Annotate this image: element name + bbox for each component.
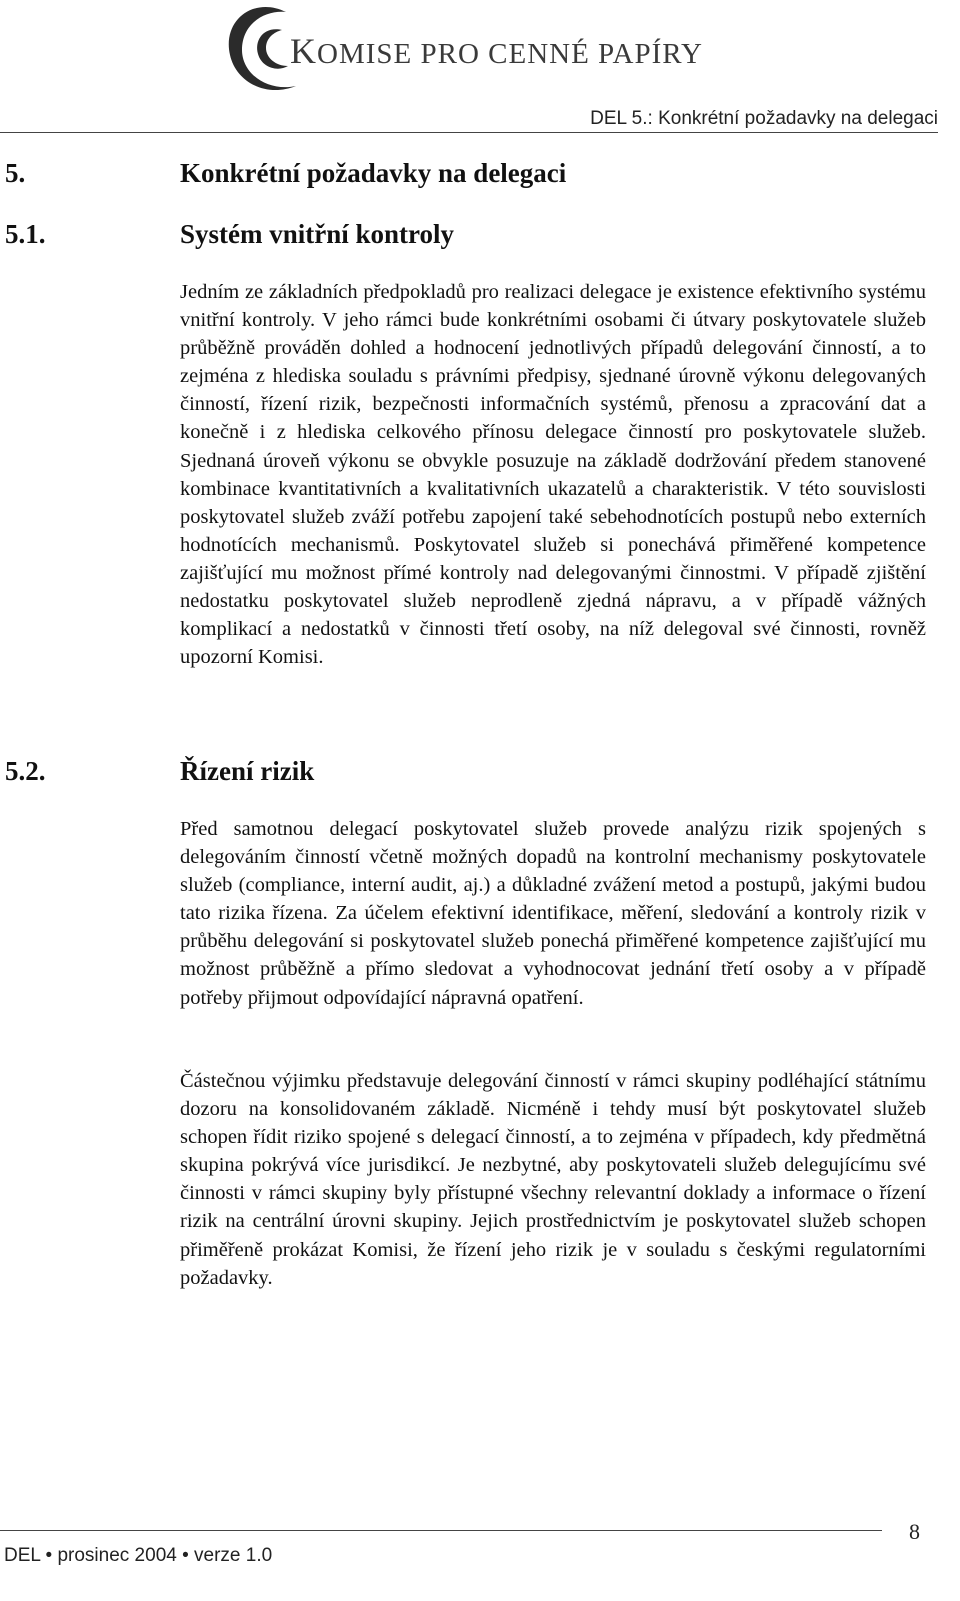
paragraph-internal-control: Jedním ze základních předpokladů pro realizaci delegace je existence efektivního systému vnitřní kontroly. V jeho rámci bude konkrétními osobami či útvary poskytovatele služeb průběžně prováděn dohled a hodnocení jednotlivých případů delegování činností, a to zejména z hlediska souladu s právními předpisy, sjednané úrovně výkonu delegovaných činností, řízení rizik, bezpečnosti informačních systémů, přenosu a zpracování dat a konečně i z hlediska celkového přínosu delegace činností pro poskytovatele služeb. Sjednaná úroveň výkonu se obvykle posuzuje na základě dodržování předem stanovené kombinace kvantitativních a kvalitativních ukazatelů a charakteristik. V této souvislosti poskytovatel služeb zváží potřebu zapojení také sebehodnotících postupů nebo externích hodnotících mechanismů. Poskytovatel služeb si ponechává přiměřené kompetence zajišťující mu možnost přímé kontroly nad delegovanými činnostmi. V případě zjištění nedostatku poskytovatel služeb neprodleně zjedná nápravu, a v případě vážných komplikací a nedostatků v činnosti třetí osoby, na níž delegoval své činnosti, rovněž upozorní Komisi. [180, 281, 926, 669]
section-number: 5.1. [5, 219, 46, 249]
paragraph-group-exception: Částečnou výjimku představuje delegování činností v rámci skupiny podléhající státnímu dozoru na konsolidovaném základě. Nicméně i tehdy musí být poskytovatel služeb schopen řídit riziko spojené s delegací činností, a to zejména v případech, kdy předmětná skupina pokrývá více jurisdikcí. Je nezbytné, aby poskytovateli služeb delegujícímu své činnosti v rámci skupiny byly přístupné všechny relevantní doklady a informace o řízení rizik na centrální úrovni skupiny. Jejich prostřednictvím je poskytovatel služeb schopen přiměřeně prokázat Komisi, že řízení jeho rizik je v souladu s českými regulatorními požadavky. [180, 1070, 926, 1289]
section-number: 5.2. [5, 756, 46, 786]
section-title: Systém vnitřní kontroly [180, 219, 455, 249]
header-section-label: DEL 5.: Konkrétní požadavky na delegaci [590, 108, 938, 129]
header-divider [0, 132, 938, 133]
footer-info: DEL • prosinec 2004 • verze 1.0 [4, 1545, 273, 1566]
logo-text-initial: K [290, 31, 317, 71]
section-title: Konkrétní požadavky na delegaci [180, 158, 567, 188]
section-number: 5. [5, 158, 26, 188]
logo-text-rest: OMISE PRO CENNÉ PAPÍRY [317, 38, 703, 70]
logo-text [290, 30, 703, 72]
section-title: Řízení rizik [180, 756, 315, 786]
paragraph-risk-analysis: Před samotnou delegací poskytovatel služeb provede analýzu rizik spojených s delegováním činností včetně možných dopadů na kontrolní mechanismy poskytovatele služeb (compliance, interní audit, aj.) a důkladné zvážení metod a postupů, jakými budou tato rizika řízena. Za účelem efektivní identifikace, měření, sledování a kontroly rizik v průběhu delegování si poskytovatel služeb ponechá přiměřené kompetence zajišťující mu možnost průběžně a přímo sledovat a vyhodnocovat jednání třetí osoby a v případě potřeby přijmout odpovídající nápravná opatření. [180, 818, 926, 1009]
footer-divider [0, 1530, 882, 1531]
page-number: 8 [909, 1519, 920, 1544]
